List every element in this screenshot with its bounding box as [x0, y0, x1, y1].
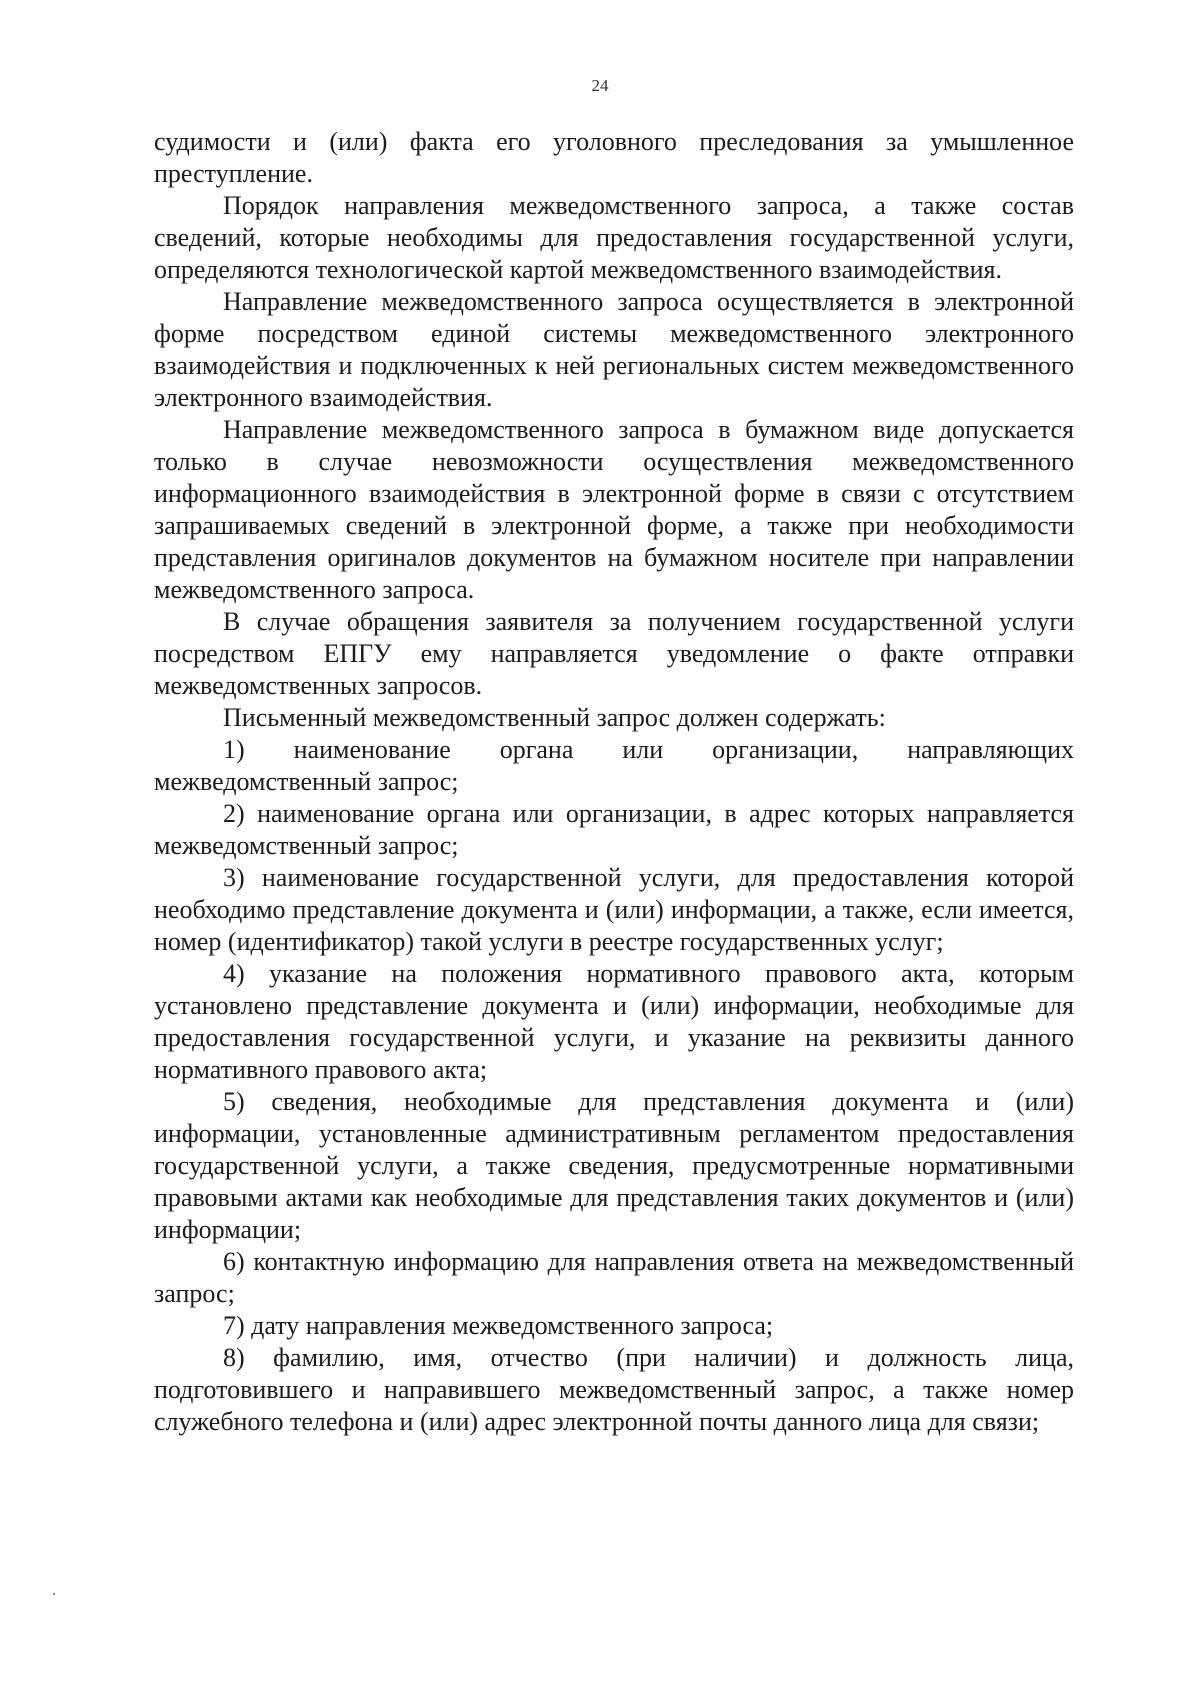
- list-item: 6) контактную информацию для направления ответа на межведомственный запрос;: [154, 1247, 1074, 1308]
- list-item: 3) наименование государственной услуги, для предоставления которой необходимо представление документа и (или) информации, а также, если имеется, номер (идентификатор) такой услуги в реестре государственных услуг;: [154, 863, 1074, 956]
- list-item: 7) дату направления межведомственного запроса;: [223, 1311, 774, 1340]
- paragraph: В случае обращения заявителя за получением государственной услуги посредством ЕПГУ ему направляется уведомление о факте отправки межведомственных запросов.: [154, 607, 1074, 700]
- scan-speck: [53, 1593, 55, 1595]
- paragraph: Порядок направления межведомственного запроса, а также состав сведений, которые необходимы для предоставления государственной услуги, определяются технологической картой межведомственного взаимодействия.: [154, 191, 1074, 284]
- list-item: 2) наименование органа или организации, в адрес которых направляется межведомственный запрос;: [154, 799, 1074, 860]
- list-item: 4) указание на положения нормативного правового акта, которым установлено представление документа и (или) информации, необходимые для предоставления государственной услуги, и указание на реквизиты данного нормативного правового акта;: [154, 959, 1074, 1084]
- page-number: 24: [591, 76, 609, 95]
- paragraph: Письменный межведомственный запрос должен содержать:: [223, 703, 886, 732]
- list-item: 5) сведения, необходимые для представления документа и (или) информации, установленные административным регламентом предоставления государственной услуги, а также сведения, предусмотренные нормативными правовыми актами как необходимые для представления таких документов и (или) информации;: [154, 1087, 1074, 1244]
- list-item: 8) фамилию, имя, отчество (при наличии) и должность лица, подготовившего и направившего межведомственный запрос, а также номер служебного телефона и (или) адрес электронной почты данного лица для связи;: [154, 1343, 1074, 1436]
- paragraph: Направление межведомственного запроса осуществляется в электронной форме посредством единой системы межведомственного электронного взаимодействия и подключенных к ней региональных систем межведомственного электронного взаимодействия.: [154, 287, 1074, 412]
- paragraph-continuation: судимости и (или) факта его уголовного преследования за умышленное преступление.: [154, 127, 1074, 188]
- list-item: 1) наименование органа или организации, направляющих межведомственный запрос;: [154, 735, 1074, 796]
- document-body: [154, 126, 1074, 1438]
- paragraph: Направление межведомственного запроса в бумажном виде допускается только в случае невозможности осуществления межведомственного информационного взаимодействия в электронной форме в связи с отсутствием запрашиваемых сведений в электронной форме, а также при необходимости представления оригиналов документов на бумажном носителе при направлении межведомственного запроса.: [154, 415, 1074, 604]
